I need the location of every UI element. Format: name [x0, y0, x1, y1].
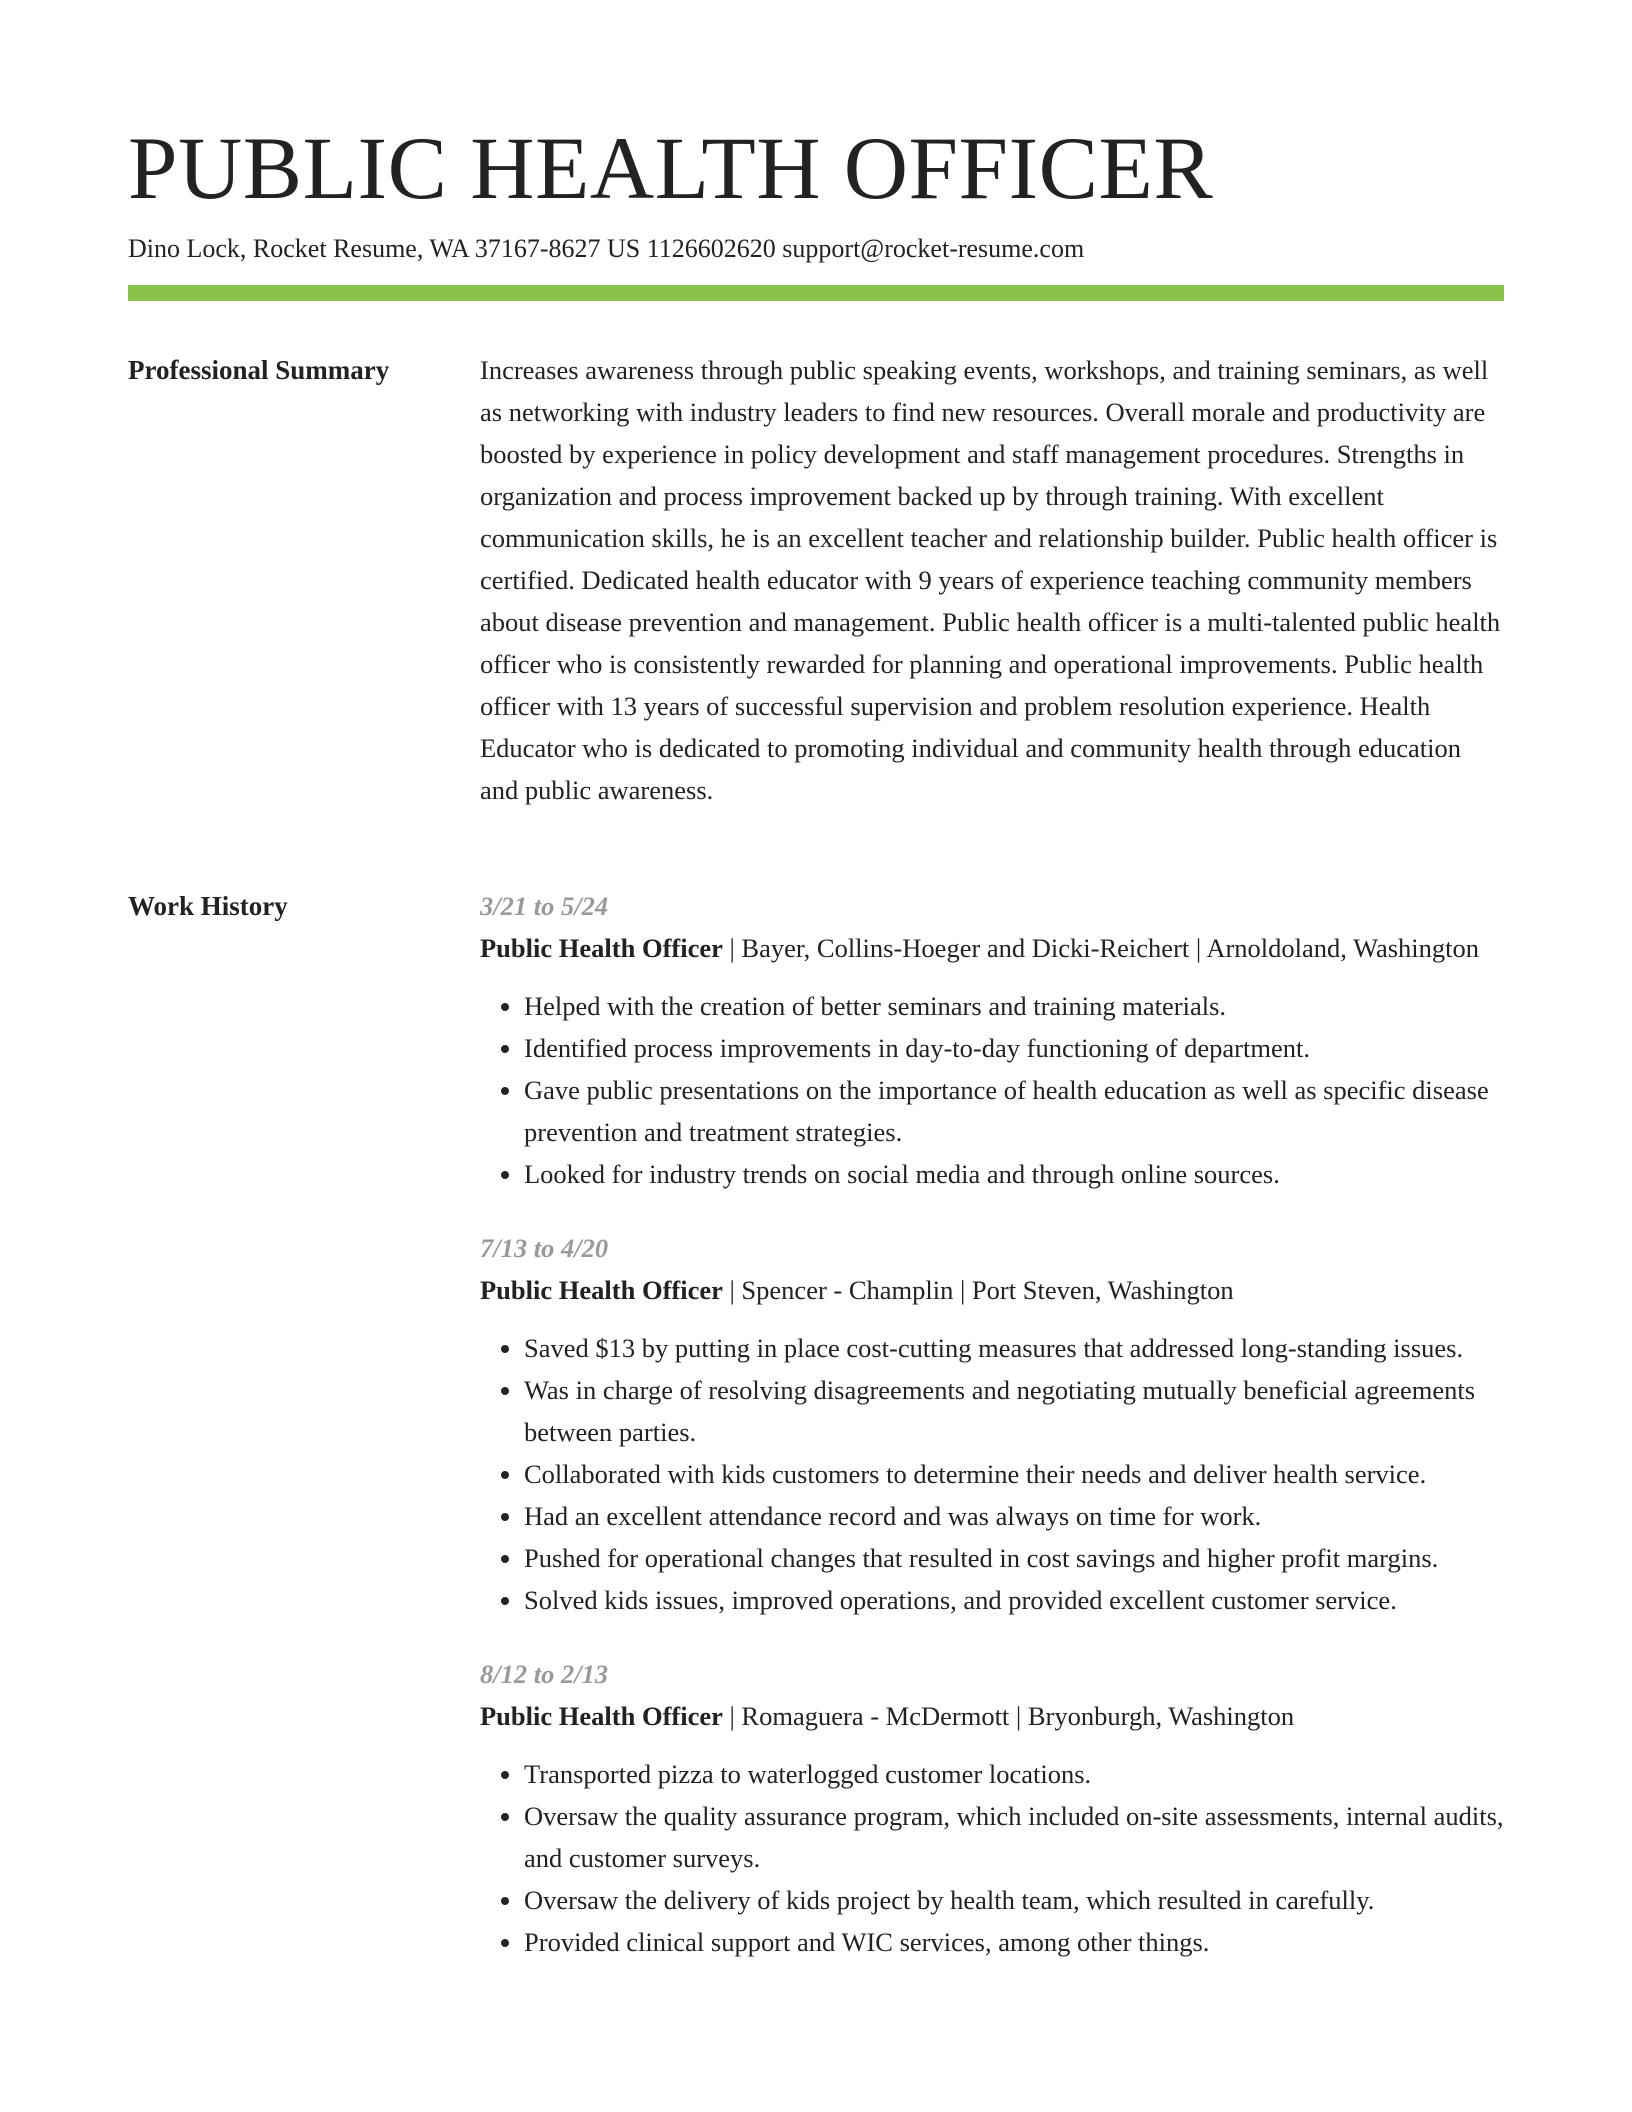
job-details: | Bayer, Collins-Hoeger and Dicki-Reichert | Arnoldoland, Washington	[722, 933, 1480, 963]
job-dates: 3/21 to 5/24	[480, 891, 609, 921]
list-item: • Collaborated with kids customers to determine their needs and deliver health service.	[524, 1453, 1504, 1495]
job-bullets	[480, 1753, 1504, 1963]
list-item: • Oversaw the delivery of kids project by health team, which resulted in carefully.	[524, 1879, 1504, 1921]
list-item: • Oversaw the quality assurance program, which included on-site assessments, internal audits, and customer surveys.	[524, 1795, 1504, 1879]
job-title: Public Health Officer	[480, 933, 723, 963]
list-item: • Transported pizza to waterlogged customer locations.	[524, 1753, 1504, 1795]
job-dates: 7/13 to 4/20	[480, 1233, 609, 1263]
summary-label: Professional Summary	[128, 355, 390, 385]
contact-info: Dino Lock, Rocket Resume, WA 37167-8627 US 1126602620 support@rocket-resume.com	[128, 234, 1085, 263]
job-dates: 8/12 to 2/13	[480, 1659, 609, 1689]
job-details: | Romaguera - McDermott | Bryonburgh, Washington	[722, 1701, 1295, 1731]
summary-body	[480, 349, 1504, 811]
header-divider	[128, 285, 1504, 301]
list-item: • Was in charge of resolving disagreements and negotiating mutually beneficial agreements between parties.	[524, 1369, 1504, 1453]
resume-title: PUBLIC HEALTH OFFICER	[128, 120, 1214, 218]
job-heading	[480, 927, 1504, 969]
list-item: • Pushed for operational changes that resulted in cost savings and higher profit margins.	[524, 1537, 1504, 1579]
list-item: • Saved $13 by putting in place cost-cutting measures that addressed long-standing issues.	[524, 1327, 1504, 1369]
job-bullets	[480, 985, 1504, 1195]
list-item: • Helped with the creation of better seminars and training materials.	[524, 985, 1504, 1027]
work-history-label: Work History	[128, 891, 288, 921]
job-entry	[480, 885, 1504, 1195]
list-item: • Identified process improvements in day-to-day functioning of department.	[524, 1027, 1504, 1069]
job-heading	[480, 1695, 1504, 1737]
job-details: | Spencer - Champlin | Port Steven, Washington	[722, 1275, 1234, 1305]
list-item: • Had an excellent attendance record and was always on time for work.	[524, 1495, 1504, 1537]
job-heading	[480, 1269, 1504, 1311]
job-entry	[480, 1653, 1504, 1963]
list-item: • Solved kids issues, improved operations, and provided excellent customer service.	[524, 1579, 1504, 1621]
list-item: • Provided clinical support and WIC services, among other things.	[524, 1921, 1504, 1963]
job-title: Public Health Officer	[480, 1275, 723, 1305]
job-title: Public Health Officer	[480, 1701, 723, 1731]
job-bullets	[480, 1327, 1504, 1621]
summary-text: Increases awareness through public speaking events, workshops, and training seminars, as well as networking with industry leaders to find new resources. Overall morale and productivity are boosted by experience in policy development and staff management procedures. Strengths in organization and process improvement backed up by through training. With excellent communication skills, he is an excellent teacher and relationship builder. Public health officer is certified. Dedicated health educator with 9 years of experience teaching community members about disease prevention and management. Public health officer is a multi-talented public health officer who is consistently rewarded for planning and operational improvements. Public health officer with 13 years of successful supervision and problem resolution experience. Health Educator who is dedicated to promoting individual and community health through education and public awareness.	[480, 355, 1501, 805]
job-entry	[480, 1227, 1504, 1621]
work-history-body	[480, 885, 1504, 1995]
list-item: • Looked for industry trends on social media and through online sources.	[524, 1153, 1504, 1195]
list-item: • Gave public presentations on the importance of health education as well as specific disease prevention and treatment strategies.	[524, 1069, 1504, 1153]
